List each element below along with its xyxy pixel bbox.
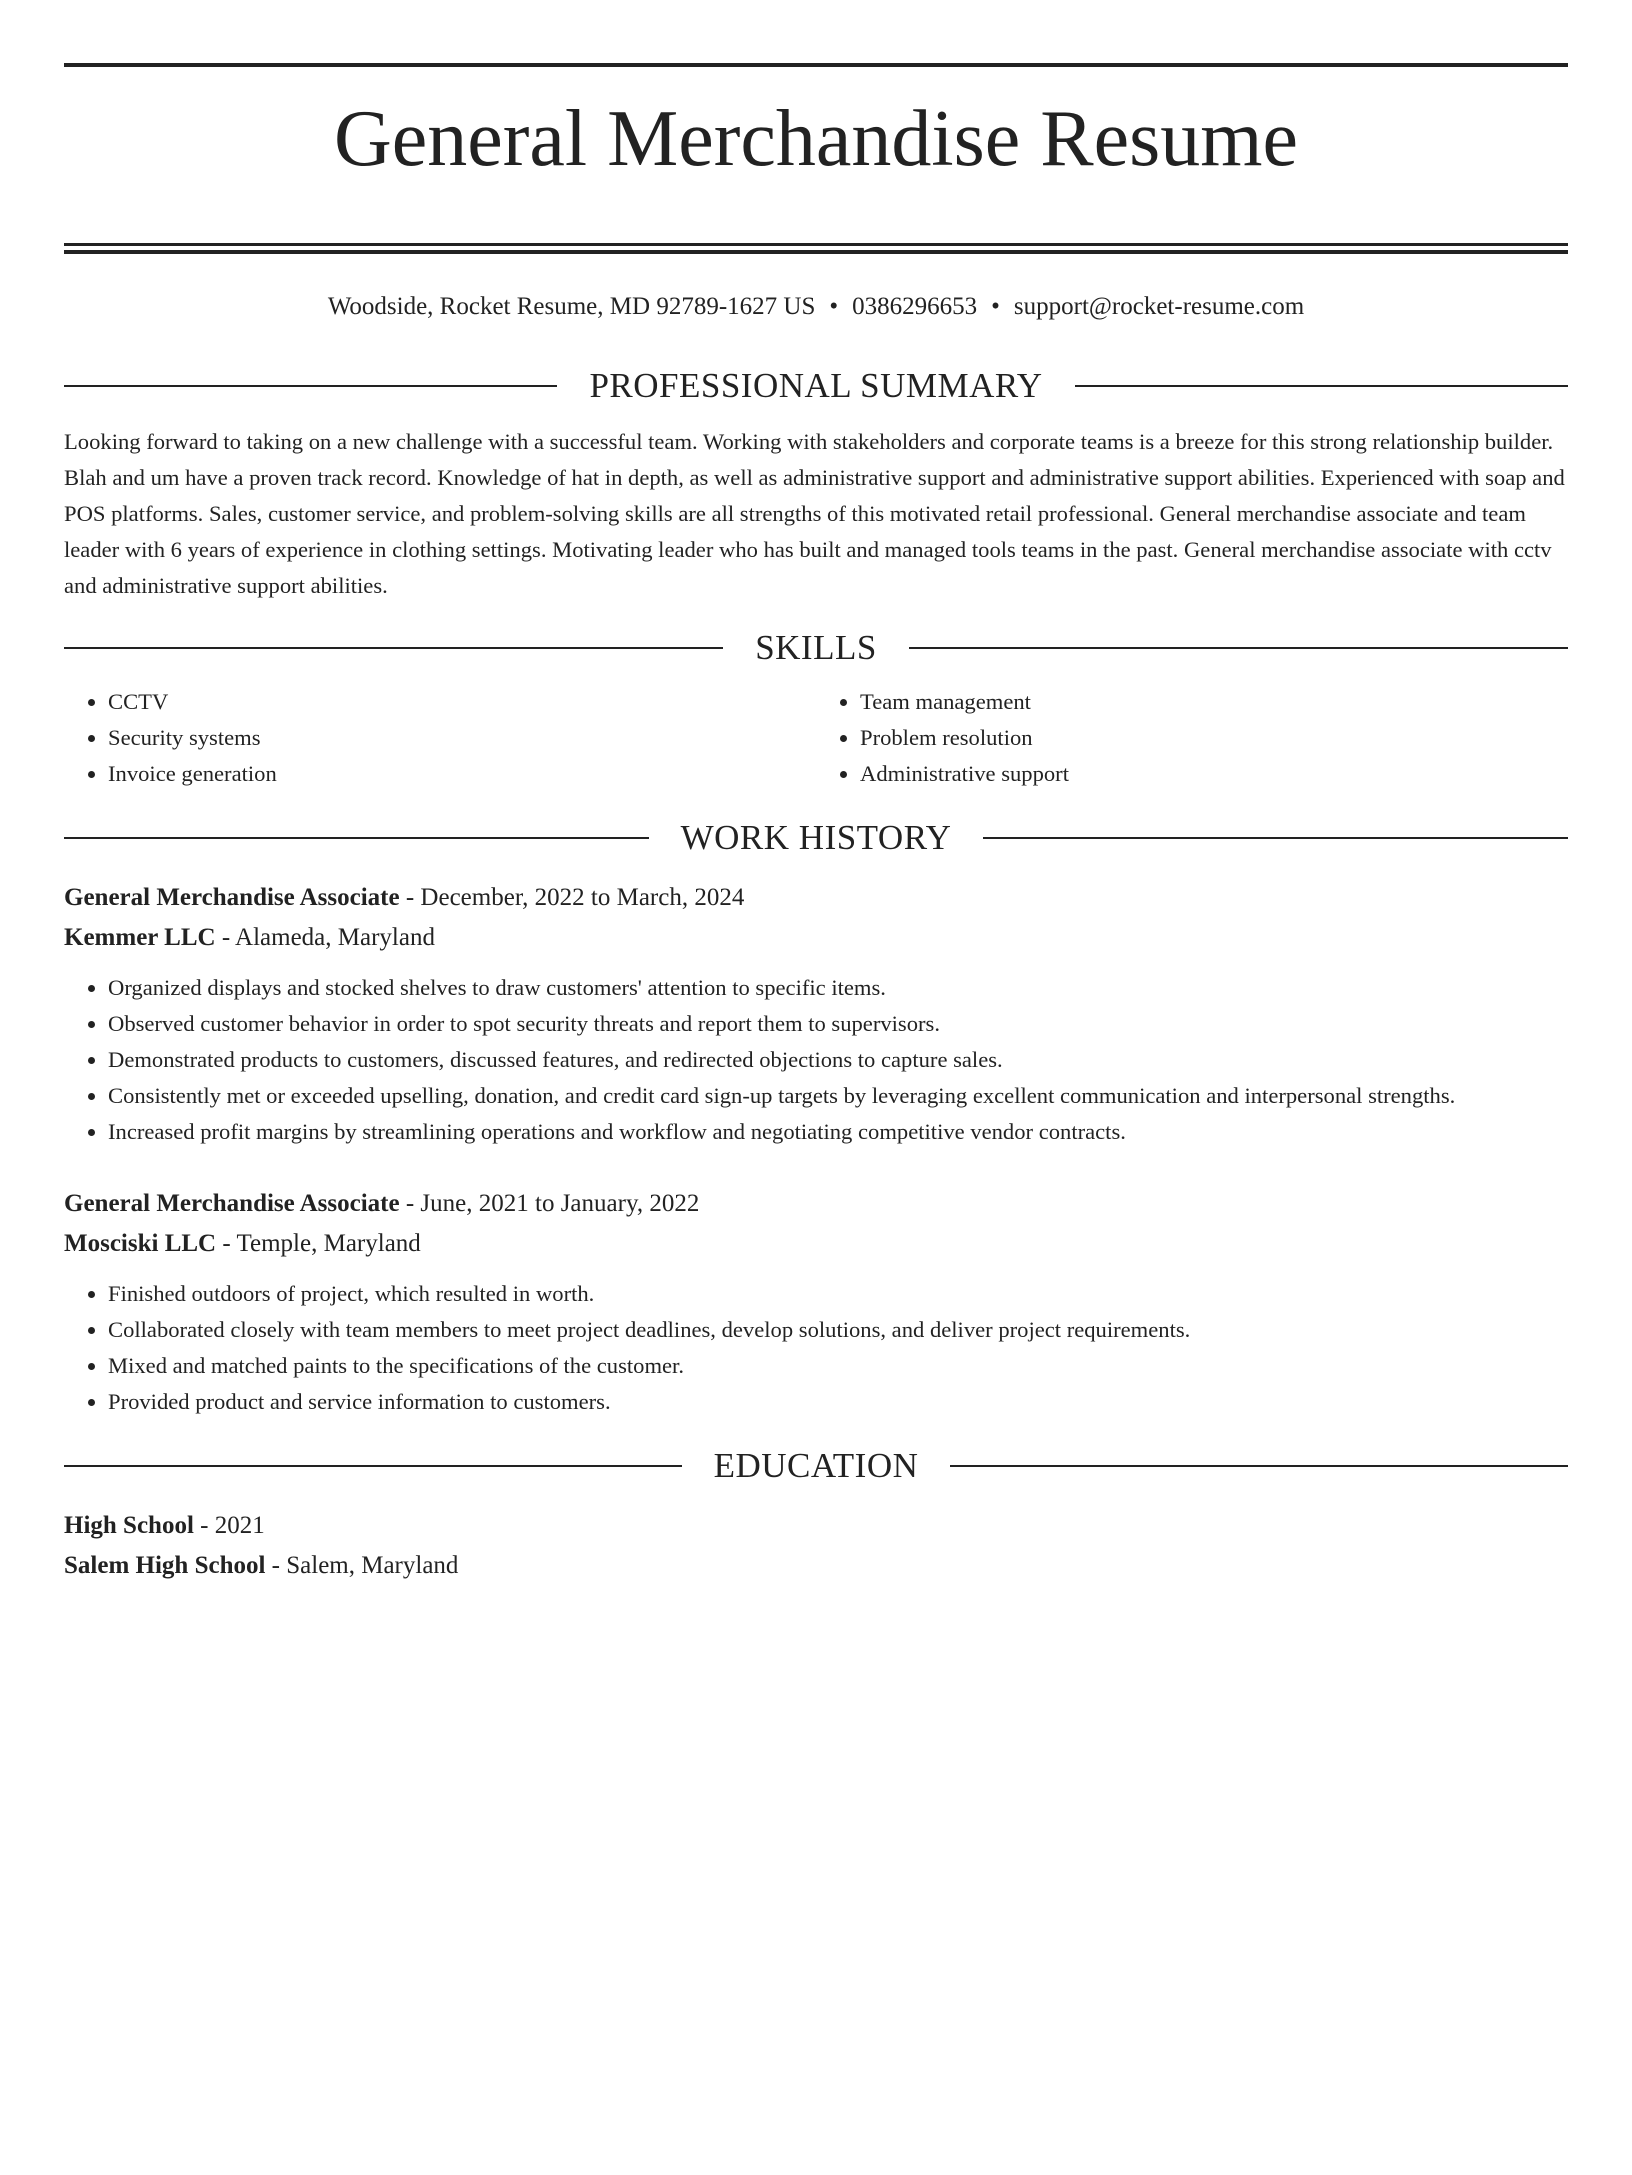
contact-line: [64, 290, 1568, 324]
work-heading-label: WORK HISTORY: [680, 818, 952, 857]
job-bullet: • Provided product and service information to customers.: [108, 1384, 1568, 1420]
job-bullets: [64, 1276, 1568, 1420]
education-degree-line: [64, 1506, 1568, 1546]
job-bullet: • Demonstrated products to customers, discussed features, and redirected objections to capture sales.: [108, 1042, 1568, 1078]
resume-title: General Merchandise Resume: [333, 95, 1299, 183]
heading-rule: [950, 1465, 1568, 1467]
job-entry: [64, 878, 1568, 1150]
skill-item: • Problem resolution: [860, 720, 1568, 756]
skills-heading-label: SKILLS: [755, 628, 877, 667]
heading-rule: [64, 1465, 682, 1467]
summary-heading-label: PROFESSIONAL SUMMARY: [589, 366, 1043, 405]
heading-rule: [983, 837, 1568, 839]
job-company-line: [64, 1224, 1568, 1264]
job-entry: [64, 1184, 1568, 1420]
job-title: General Merchandise Associate: [64, 1190, 400, 1217]
job-title: General Merchandise Associate: [64, 884, 400, 911]
education-heading: [64, 1444, 1568, 1488]
job-bullet: • Organized displays and stocked shelves to draw customers' attention to specific items.: [108, 970, 1568, 1006]
job-bullet: • Consistently met or exceeded upselling, donation, and credit card sign-up targets by leveraging excellent communication and interpersonal strengths.: [108, 1078, 1568, 1114]
skill-item: • Administrative support: [860, 756, 1568, 792]
job-bullet: • Observed customer behavior in order to spot security threats and report them to supervisors.: [108, 1006, 1568, 1042]
skills-list: [64, 684, 1568, 792]
heading-rule: [909, 647, 1568, 649]
heading-rule: [1075, 385, 1568, 387]
job-dates: - June, 2021 to January, 2022: [399, 1190, 700, 1217]
job-title-line: [64, 878, 1568, 918]
job-bullet: • Increased profit margins by streamlining operations and workflow and negotiating competitive vendor contracts.: [108, 1114, 1568, 1150]
education-location: - Salem, Maryland: [265, 1552, 459, 1579]
job-location: - Alameda, Maryland: [215, 924, 435, 951]
heading-rule: [64, 837, 649, 839]
job-bullet: • Finished outdoors of project, which resulted in worth.: [108, 1276, 1568, 1312]
job-company-line: [64, 918, 1568, 958]
contact-address: Woodside, Rocket Resume, MD 92789-1627 US: [327, 293, 816, 320]
skills-heading: [64, 626, 1568, 670]
skill-item: • Invoice generation: [108, 756, 816, 792]
education-heading-label: EDUCATION: [713, 1446, 919, 1485]
job-bullets: [64, 970, 1568, 1150]
work-heading: [64, 816, 1568, 860]
job-company: Mosciski LLC: [64, 1230, 217, 1257]
education-school-line: [64, 1546, 1568, 1586]
education-entry: [64, 1506, 1568, 1586]
job-company: Kemmer LLC: [64, 924, 216, 951]
contact-separator: •: [991, 293, 1000, 320]
job-dates: - December, 2022 to March, 2024: [399, 884, 745, 911]
resume-page: [0, 63, 1632, 2175]
double-rule: [64, 243, 1568, 254]
education-year: - 2021: [193, 1512, 265, 1539]
contact-separator: •: [829, 293, 839, 320]
skills-column-left: [64, 684, 816, 792]
skill-item: • Security systems: [108, 720, 816, 756]
heading-rule: [64, 647, 723, 649]
job-bullet: • Mixed and matched paints to the specifications of the customer.: [108, 1348, 1568, 1384]
education-degree: High School: [64, 1512, 194, 1539]
job-bullet: • Collaborated closely with team members to meet project deadlines, develop solutions, and deliver project requirements.: [108, 1312, 1568, 1348]
job-title-line: [64, 1184, 1568, 1224]
heading-rule: [64, 385, 557, 387]
contact-email: support@rocket-resume.com: [1013, 293, 1305, 320]
summary-text: Looking forward to taking on a new challenge with a successful team. Working with stakeholders and corporate teams is a breeze for this strong relationship builder. Blah and um have a proven track record. Knowledge of hat in depth, as well as administrative support and administrative support abilities. Experienced with soap and POS platforms. Sales, customer service, and problem-solving skills are all strengths of this motivated retail professional. General merchandise associate and team leader with 6 years of experience in clothing settings. Motivating leader who has built and managed tools teams in the past. General merchandise associate with cctv and administrative support abilities.: [64, 429, 1565, 598]
summary-heading: [64, 364, 1568, 408]
skills-column-right: [816, 684, 1568, 792]
skill-item: • Team management: [860, 684, 1568, 720]
job-location: - Temple, Maryland: [216, 1230, 421, 1257]
education-school: Salem High School: [64, 1552, 266, 1579]
contact-phone: 0386296653: [852, 293, 978, 320]
skill-item: • CCTV: [108, 684, 816, 720]
